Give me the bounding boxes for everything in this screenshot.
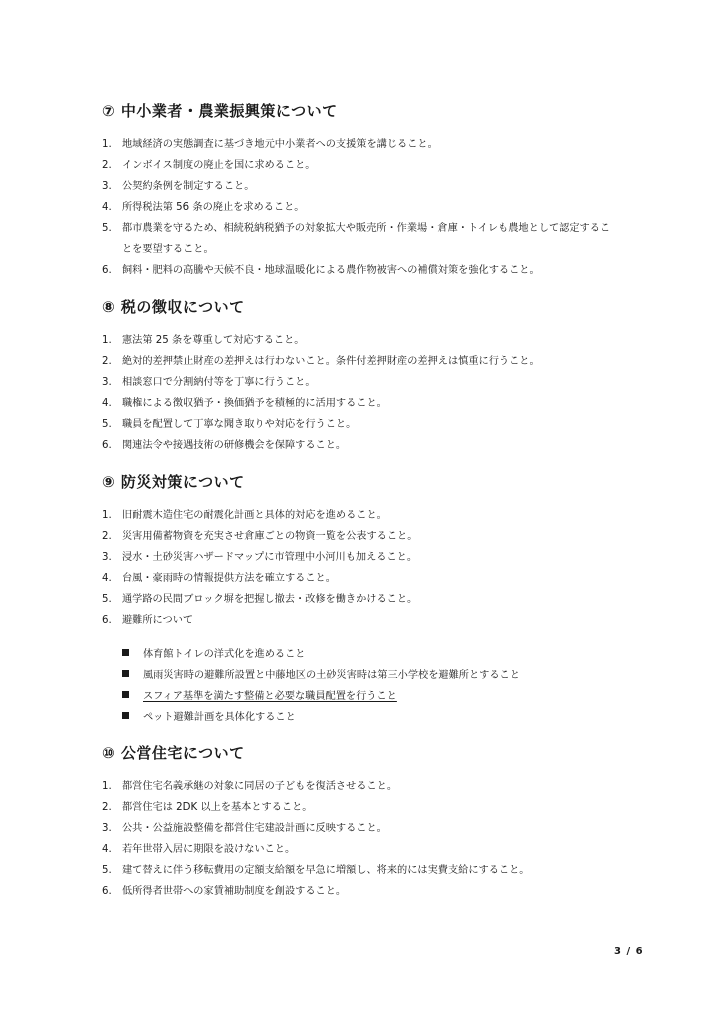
item-number: 3. [102, 377, 112, 388]
bullet-text-underlined: スフィア基準を満たす整備と必要な職員配置を行うこと [143, 691, 397, 702]
section-heading: ⑧ 税の徴収について [102, 298, 245, 316]
bullet-text: ペット避難計画を具体化すること [143, 712, 296, 723]
list-item [102, 414, 662, 435]
item-number: 2. [102, 356, 112, 367]
item-text: 台風・豪雨時の情報提供方法を確立すること。 [122, 573, 336, 584]
item-number: 2. [102, 160, 112, 171]
item-text: 旧耐震木造住宅の耐震化計画と具体的対応を進めること。 [122, 510, 387, 521]
item-number: 2. [102, 531, 112, 542]
item-text: 地域経済の実態調査に基づき地元中小業者への支援策を講じること。 [122, 139, 438, 150]
list-item [102, 435, 662, 456]
list-item [102, 526, 662, 547]
list-item [102, 860, 662, 881]
item-number: 6. [102, 265, 112, 276]
item-number: 3. [102, 823, 112, 834]
list-item [102, 839, 662, 860]
list-item [102, 568, 662, 589]
bullet-text: 風雨災害時の避難所設置と中藤地区の土砂災害時は第三小学校を避難所とすること [143, 670, 520, 681]
item-number: 5. [102, 223, 112, 234]
bullet-item [122, 686, 397, 707]
item-text: インボイス制度の廃止を国に求めること。 [122, 160, 316, 171]
section-heading: ⑦ 中小業者・農業振興策について [102, 102, 338, 120]
item-text: 飼料・肥料の高騰や天候不良・地球温暖化による農作物被害への補償対策を強化すること。 [122, 265, 540, 276]
section-heading: ⑨ 防災対策について [102, 473, 245, 491]
item-text: 通学路の民間ブロック塀を把握し撤去・改修を働きかけること。 [122, 594, 418, 605]
item-number: 1. [102, 139, 112, 150]
item-text: 都営住宅名義承継の対象に同居の子どもを復活させること。 [122, 781, 398, 792]
list-item [102, 155, 662, 176]
list-item [102, 505, 662, 526]
list-item [102, 818, 662, 839]
item-number: 1. [102, 335, 112, 346]
list-item [102, 881, 662, 902]
item-number: 1. [102, 510, 112, 521]
item-text: 関連法令や接遇技術の研修機会を保障すること。 [122, 440, 347, 451]
item-number: 6. [102, 615, 112, 626]
bullet-item [122, 665, 520, 686]
item-number: 5. [102, 594, 112, 605]
list-item [102, 372, 662, 393]
bullet-item [122, 644, 306, 665]
item-text: 絶対的差押禁止財産の差押えは行わないこと。条件付差押財産の差押えは慎重に行うこと。 [122, 356, 540, 367]
item-number: 4. [102, 202, 112, 213]
item-number: 6. [102, 886, 112, 897]
item-number: 1. [102, 781, 112, 792]
list-item [102, 393, 662, 414]
item-number: 3. [102, 552, 112, 563]
item-number: 3. [102, 181, 112, 192]
list-item [102, 134, 662, 155]
item-text: 避難所について [122, 615, 194, 626]
item-number: 5. [102, 419, 112, 430]
item-number: 4. [102, 398, 112, 409]
list-item [102, 330, 662, 351]
bullet-text: 体育館トイレの洋式化を進めること [143, 649, 306, 660]
item-number: 4. [102, 844, 112, 855]
item-text: 相談窓口で分割納付等を丁寧に行うこと。 [122, 377, 316, 388]
item-number: 5. [102, 865, 112, 876]
item-text: 職員を配置して丁寧な聞き取りや対応を行うこと。 [122, 419, 357, 430]
item-continuation: とを要望すること。 [122, 244, 214, 255]
page-number: 3 / 6 [614, 946, 644, 957]
square-bullet-icon [122, 712, 129, 719]
list-item [102, 176, 662, 197]
item-text: 都営住宅は 2DK 以上を基本とすること。 [122, 802, 313, 813]
square-bullet-icon [122, 670, 129, 677]
item-number: 6. [102, 440, 112, 451]
item-text: 災害用備蓄物資を充実させ倉庫ごとの物資一覧を公表すること。 [122, 531, 418, 542]
item-number: 4. [102, 573, 112, 584]
list-item [102, 547, 662, 568]
bullet-item [122, 707, 296, 728]
list-item [102, 351, 662, 372]
list-item [102, 797, 662, 818]
section-heading: ⑩ 公営住宅について [102, 744, 245, 762]
list-item [102, 589, 662, 610]
item-text: 低所得者世帯への家賃補助制度を創設すること。 [122, 886, 347, 897]
square-bullet-icon [122, 649, 129, 656]
list-item [102, 776, 662, 797]
item-text: 職権による徴収猶予・換価猶予を積極的に活用すること。 [122, 398, 387, 409]
item-text: 公共・公益施設整備を都営住宅建設計画に反映すること。 [122, 823, 387, 834]
list-item [102, 197, 662, 218]
item-number: 2. [102, 802, 112, 813]
list-item [102, 218, 662, 239]
item-text: 都市農業を守るため、相続税納税猶予の対象拡大や販売所・作業場・倉庫・トイレも農地として認定するこ [122, 223, 611, 234]
item-text: 建て替えに伴う移転費用の定額支給額を早急に増額し、将来的には実費支給にすること。 [122, 865, 530, 876]
list-item [102, 260, 662, 281]
item-text: 浸水・土砂災害ハザードマップに市管理中小河川も加えること。 [122, 552, 418, 563]
square-bullet-icon [122, 691, 129, 698]
item-text: 所得税法第 56 条の廃止を求めること。 [122, 202, 305, 213]
item-text: 公契約条例を制定すること。 [122, 181, 255, 192]
item-text: 若年世帯入居に期限を設けないこと。 [122, 844, 296, 855]
item-text: 憲法第 25 条を尊重して対応すること。 [122, 335, 305, 346]
list-item [102, 610, 662, 631]
